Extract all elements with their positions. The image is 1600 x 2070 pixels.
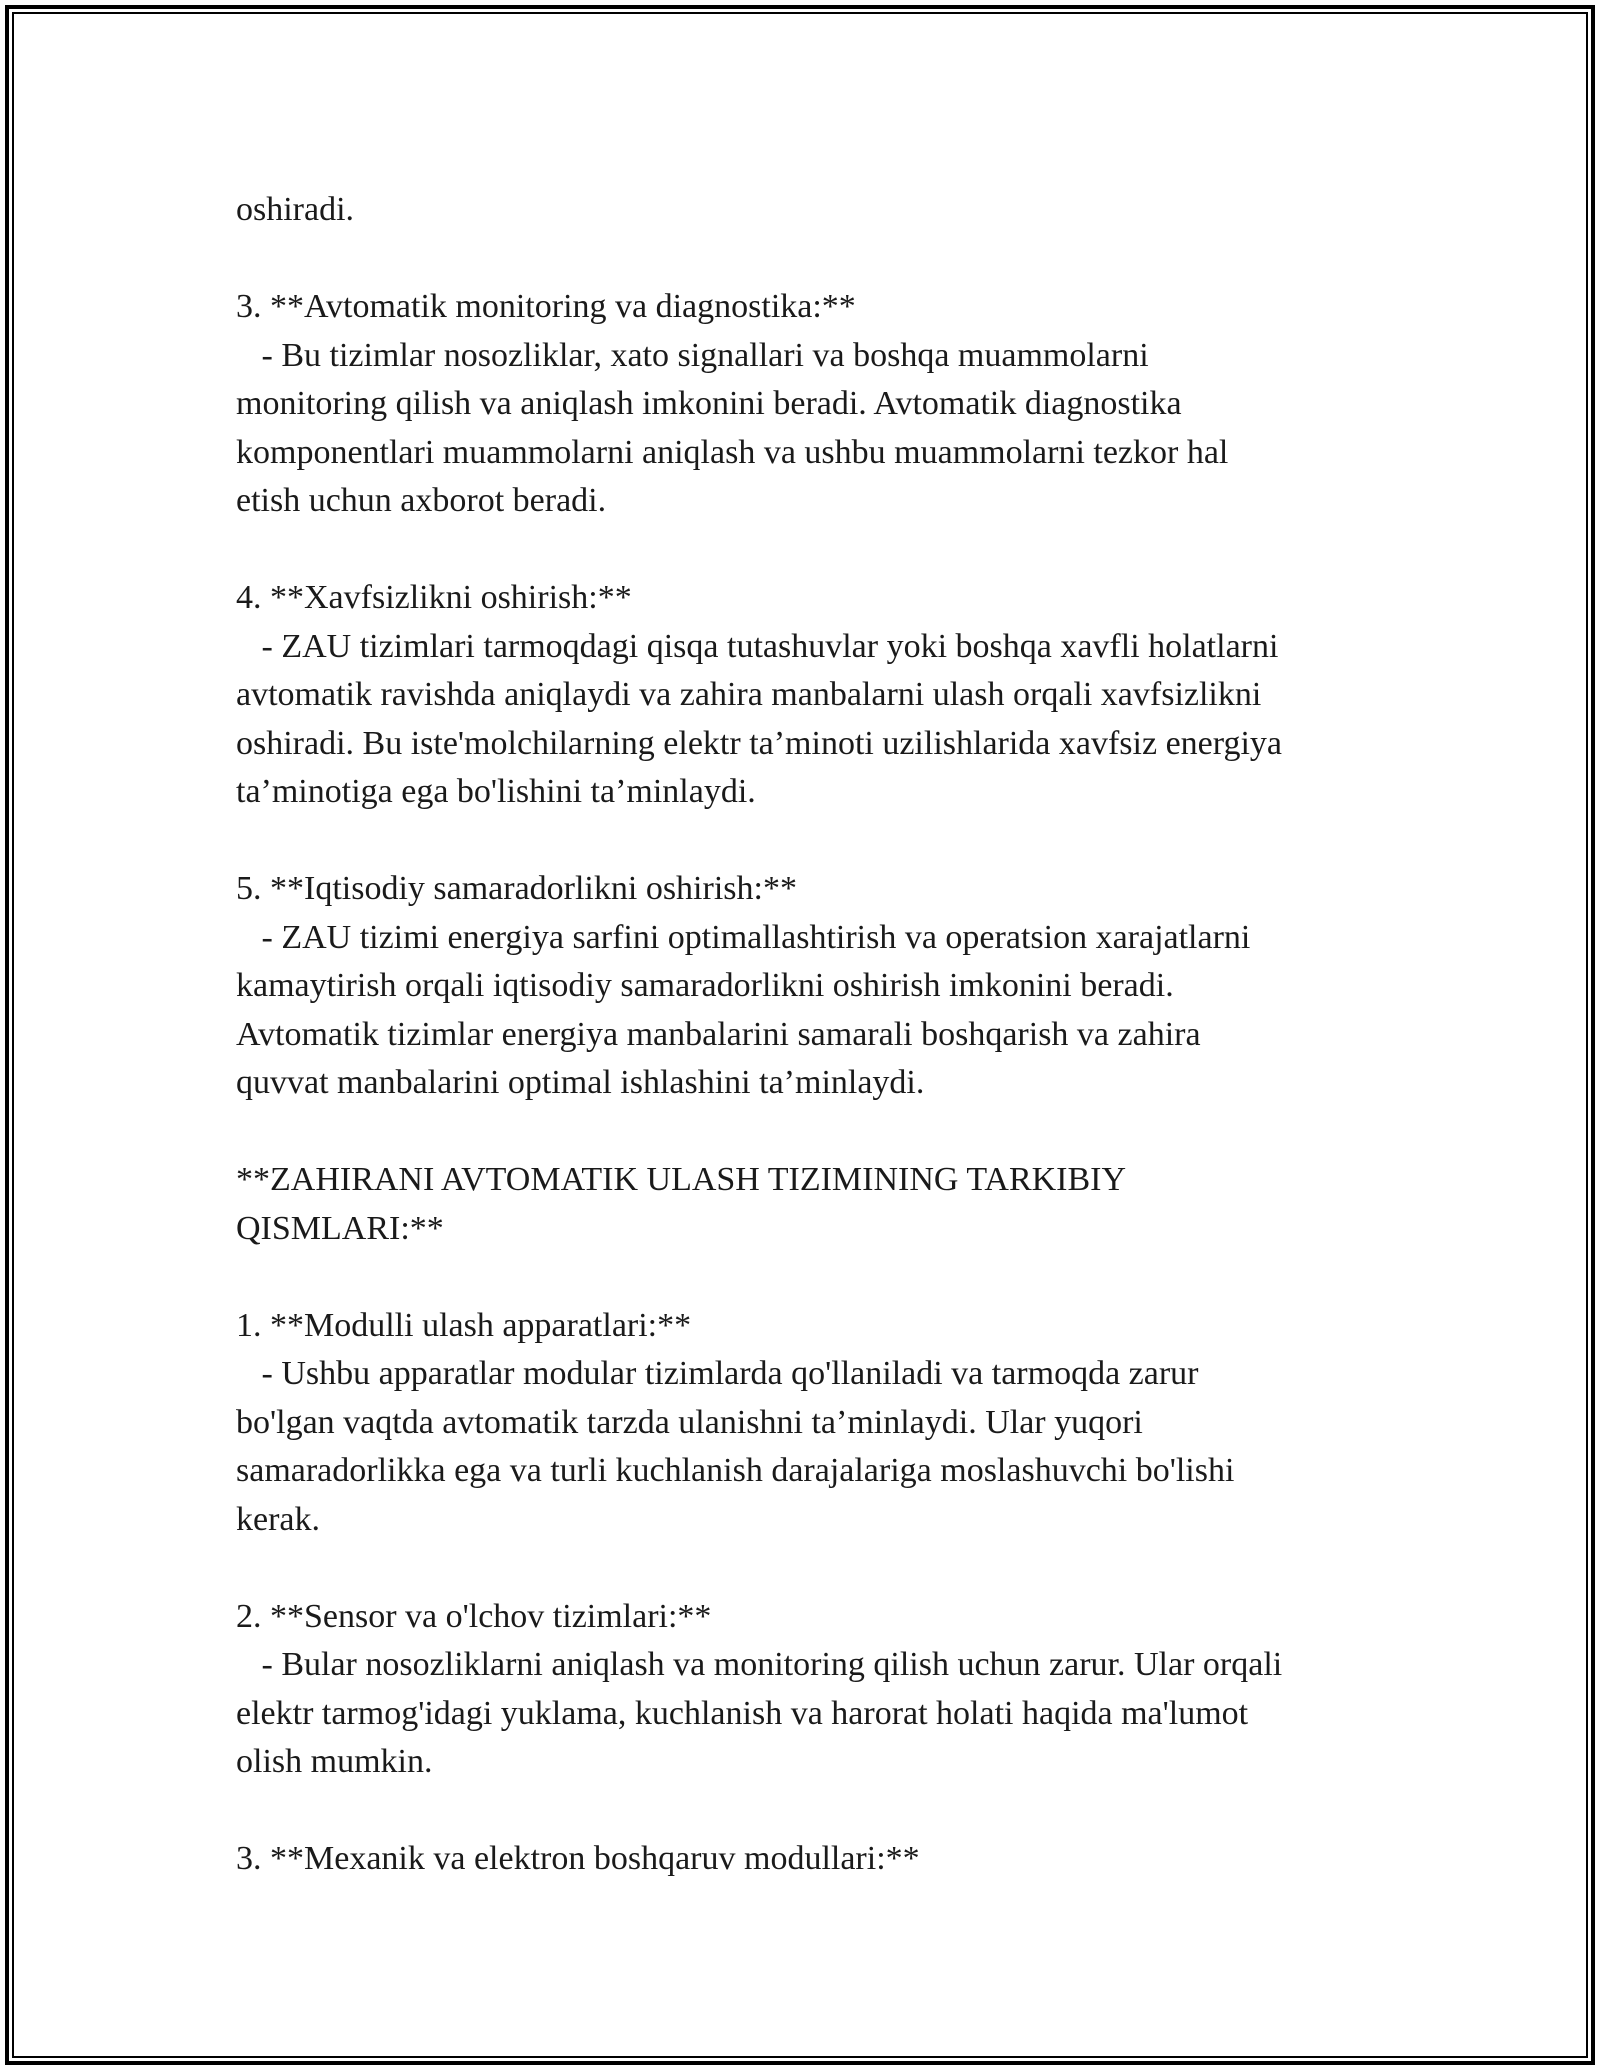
section-economic-efficiency — [236, 865, 1386, 1108]
text-line: Avtomatik tizimlar energiya manbalarini samarali boshqarish va zahira — [236, 1015, 1201, 1053]
section-control-modules — [236, 1835, 1386, 1884]
text-line: olish mumkin. — [236, 1743, 433, 1780]
section-automatic-monitoring — [236, 283, 1386, 526]
paragraph-gap — [236, 1253, 1386, 1302]
paragraph-continuation — [236, 186, 1386, 235]
text-line: - ZAU tizimi energiya sarfini optimallashtirish va operatsion xarajatlarni — [236, 918, 1251, 956]
section-modular-devices — [236, 1302, 1386, 1545]
text-line: kerak. — [236, 1500, 321, 1538]
paragraph-gap — [236, 235, 1386, 284]
paragraph-gap — [236, 1108, 1386, 1157]
text-line: kamaytirish orqali iqtisodiy samaradorlikni oshirish imkonini beradi. — [236, 967, 1174, 1004]
section-sensors — [236, 1593, 1386, 1787]
text-line: oshiradi. Bu iste'molchilarning elektr ta’minoti uzilishlarida xavfsiz energiya — [236, 724, 1282, 762]
chapter-heading-line: **ZAHIRANI AVTOMATIK ULASH TIZIMINING TARKIBIY — [236, 1161, 1127, 1198]
text-line: quvvat manbalarini optimal ishlashini ta’minlaydi. — [236, 1064, 925, 1101]
paragraph-gap — [236, 526, 1386, 575]
text-line: - Bular nosozliklarni aniqlash va monitoring qilish uchun zarur. Ular orqali — [236, 1646, 1283, 1683]
chapter-heading — [236, 1156, 1386, 1253]
text-line: elektr tarmog'idagi yuklama, kuchlanish va harorat holati haqida ma'lumot — [236, 1694, 1249, 1732]
text-line: monitoring qilish va aniqlash imkonini beradi. Avtomatik diagnostika — [236, 385, 1182, 422]
text-line: etish uchun axborot beradi. — [236, 482, 607, 519]
section-heading: 2. **Sensor va o'lchov tizimlari:** — [236, 1597, 712, 1635]
section-heading: 4. **Xavfsizlikni oshirish:** — [236, 579, 632, 616]
section-heading: 3. **Avtomatik monitoring va diagnostika:** — [236, 288, 856, 325]
text-line: - ZAU tizimlari tarmoqdagi qisqa tutashuvlar yoki boshqa xavfli holatlarni — [236, 627, 1279, 665]
text-line: samaradorlikka ega va turli kuchlanish darajalariga moslashuvchi bo'lishi — [236, 1452, 1235, 1489]
text-line: avtomatik ravishda aniqlaydi va zahira manbalarni ulash orqali xavfsizlikni — [236, 676, 1262, 713]
chapter-heading-line: QISMLARI:** — [236, 1209, 444, 1247]
text-line: - Ushbu apparatlar modular tizimlarda qo'llaniladi va tarmoqda zarur — [236, 1355, 1199, 1392]
paragraph-gap — [236, 1787, 1386, 1836]
text-line: komponentlari muammolarni aniqlash va ushbu muammolarni tezkor hal — [236, 433, 1229, 471]
section-safety — [236, 574, 1386, 817]
document-body — [236, 186, 1386, 1884]
text-line: oshiradi. — [236, 191, 355, 228]
section-heading: 5. **Iqtisodiy samaradorlikni oshirish:** — [236, 870, 797, 907]
section-heading: 1. **Modulli ulash apparatlari:** — [236, 1306, 692, 1344]
paragraph-gap — [236, 1544, 1386, 1593]
paragraph-gap — [236, 817, 1386, 866]
text-line: bo'lgan vaqtda avtomatik tarzda ulanishni ta’minlaydi. Ular yuqori — [236, 1403, 1143, 1441]
text-line: - Bu tizimlar nosozliklar, xato signallari va boshqa muammolarni — [236, 336, 1149, 374]
section-heading: 3. **Mexanik va elektron boshqaruv modullari:** — [236, 1840, 920, 1877]
text-line: ta’minotiga ega bo'lishini ta’minlaydi. — [236, 773, 756, 810]
